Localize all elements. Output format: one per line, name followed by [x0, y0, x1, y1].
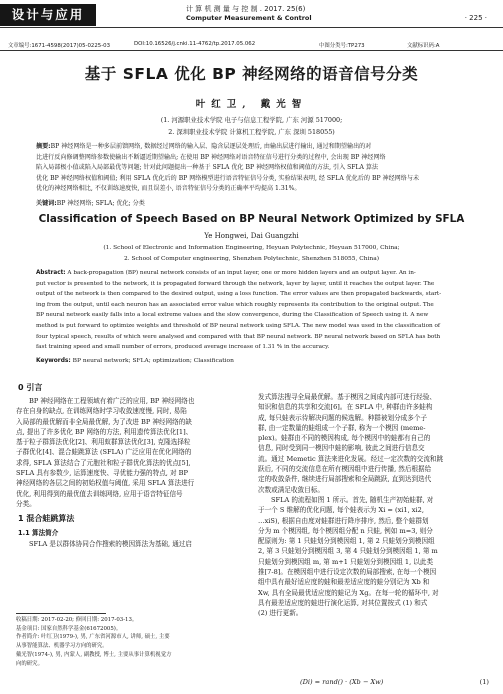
body-line: 组中具有最好适应度的蛙和最差适应度的蛙分别记为 Xb 和 [258, 578, 430, 587]
subsection-heading-intro: 1.1 算法简介 [18, 529, 59, 537]
affiliation-cn-2: 2. 深圳职业技术学院 计算机工程学院, 广东 深圳 518055) [168, 128, 335, 136]
body-line: 跃后, 不同的交流信息在所有模因组中进行传播, 然后根据给 [258, 465, 432, 474]
body-line: 存在自身的缺点, 在训练网络时学习收敛速度慢, 同时, 易陷 [16, 407, 187, 416]
section-heading-intro: 0 引言 [18, 383, 43, 392]
footnote-rule [16, 613, 106, 614]
authors-cn: 叶红卫, 戴光智 [195, 99, 308, 110]
body-line: 知识和信息的共享和交流[6]。在 SFLA 中, 种群由许多蛙构 [258, 403, 433, 412]
body-line: 发式算法搜寻全局最优解。基于模因之间成内部可进行经验、 [258, 393, 437, 401]
abstract-cn-label: 摘要: [36, 143, 51, 150]
abstract-en-line: put vector is presented to the network, it is propagated forward through the network, layer by layer, until it reaches the output layer. The [36, 280, 435, 287]
body-line: SFLA 是以群体协同合作搜索的模因算法为基础, 通过启 [29, 540, 192, 548]
abstract-cn-line: 优化的神经网络相比, 不仅训练速度快, 而且误差小, 语音特征信号分类的正确率平均提高 1.31%。 [36, 185, 301, 193]
page-number: · 225 · [464, 14, 487, 22]
doc-code: 文献标识码:A [407, 43, 440, 49]
body-line: 具有最差适应度的蛙进行演化运算, 对其位置按式 (1) 和式 [258, 598, 428, 607]
journal-section-tag: 设计与应用 [0, 4, 96, 26]
meta-rule [0, 50, 503, 51]
body-line: 定的收敛条件, 继续进行局部搜索和全局跳跃, 直到达到迭代 [258, 475, 432, 484]
body-line: 流。通过 Memetic 算法来进化发展。经过一定次数的交流和跳 [258, 454, 444, 463]
body-line: 子群优化[4]、混合蛙跳算法 (SFLA) 广泛应用在优化网络的 [16, 448, 192, 457]
equation-1: (Di) = rand() · (Xb − Xw) [300, 678, 384, 686]
keywords-cn-text: BP 神经网络; SFLA; 优化; 分类 [56, 200, 145, 207]
abstract-en-line: fast training speed and small number of errors, produced average increase of 1.31 % in the accuracy. [36, 344, 330, 351]
abstract-cn-line: 优化 BP 神经网络权值和阈值; 利用 SFLA 优化后的 BP 网络模型进行语音特征信号分类, 实验结果表明, 经 SFLA 优化后的 BP 神经网络与未 [36, 174, 420, 182]
paper-title-cn: 基于 SFLA 优化 BP 神经网络的语音信号分类 [84, 65, 419, 83]
body-line: 群, 由一定数量的蛙组成一个子群, 称为一个模因 (meme- [258, 423, 426, 432]
abstract-cn-line: 陷入局部极小值或陷入局部最优等问题; 针对此问题提出一种基于 SFLA 优化 BP 神经网络权值和阈值的方法, 引入 SFLA 算法 [36, 164, 379, 172]
body-line: 只蛙划分到模因组 m, 第 m+1 只蛙划分到模因组 1, 以此类 [258, 557, 434, 566]
abstract-cn-line: 比进行反向修调整网络参数使输出不断逼近期望输出; 在使用 BP 神经网络对语音特征信号进行分类的过程中, 会出现 BP 神经网络 [36, 153, 386, 161]
body-line: plex)。蛙群由不同的模因构成, 每个模因中的蛙都有自己的 [258, 434, 431, 443]
abstract-en-line: four typical speech, results of which were analysed and compared with that BP neural network. BP neural network based on SFLA has both [36, 333, 441, 340]
body-line: 成, 每只蛙表示待解决问题的候选解。种群被划分成多个子 [258, 413, 428, 422]
body-line: 优化, 利用得到的最优值去训练网络, 应用于语音特征信号 [16, 489, 183, 498]
header-rule [0, 27, 503, 28]
footnote-line: 戴光智(1974-), 男, 内蒙人, 副教授, 博士, 主要从事计算机视觉方 [16, 651, 172, 658]
abstract-en-line: method is put forward to optimize weights and threshold of BP neural network using SFLA. The new model was used in the classification of [36, 322, 440, 329]
keywords-en-text: BP neural network; SFLA; optimization; Classification [72, 358, 234, 364]
abstract-en [36, 268, 476, 353]
equation-number-1: (1) [479, 678, 489, 686]
section-heading-sfla: 1 混合蛙跳算法 [18, 514, 75, 523]
journal-name-en: Computer Measurement & Control [186, 14, 312, 22]
sfla-intro-body [16, 539, 246, 549]
body-line: SFLA 具有参数少, 运算速度快、寻优能力强的特点, 对 BP [16, 469, 188, 478]
abstract-en-label: Abstract: [36, 270, 66, 276]
authors-en: Ye Hongwei, Dai Guangzhi [204, 232, 299, 240]
body-line: 神经网络的各层之间的初始权值与阈值, 采用 SFLA 算法进行 [16, 479, 195, 488]
body-line: Xw, 具有全局最优适应度的蛙记为 Xg。在每一轮的循环中, 对 [258, 588, 439, 597]
footnote-line: 向的研究。 [16, 660, 43, 667]
body-line: 入局部的最优解而非全局最优解, 为了改进 BP 神经网络的缺 [16, 417, 192, 426]
body-line: 基于粒子群算法优化[2]、利用蚁群算法优化[3], 克隆选择粒 [16, 438, 191, 447]
footnote-line: 从事智能算法、机器学习方向的研究。 [16, 643, 108, 650]
body-line: 分为 m 个模因组, 每个模因组分配 n 只蛙, 例如 m=3, 则分 [258, 526, 433, 535]
body-line: 推[7-8]。在模因组中进行设定次数的局部搜索, 在每一个模因 [258, 568, 437, 577]
body-line: 2, 第 3 只蛙划分到模因组 3, 第 4 只蛙划分到模因组 1, 第 m [258, 547, 438, 556]
article-number: 文章编号:1671-4598(2017)05-0225-03 [8, 43, 111, 49]
paper-title-en: Classification of Speech Based on BP Neural Network Optimized by SFLA [38, 213, 465, 225]
footnote-line: 作者简介: 叶红卫(1979-), 男, 广东省河源市人, 讲师, 硕士, 主要 [16, 634, 170, 641]
affiliation-en-1: (1. School of Electronic and Information Engineering, Heyuan Polytechnic, Heyuan 517000, China; [103, 245, 400, 251]
body-line: 次数或满足收敛目标。 [258, 485, 324, 494]
body-line: SFLA 的流程如图 1 所示。首先, 随机生产初始蛙群, 对 [271, 495, 434, 504]
keywords-cn-label: 关键词: [36, 200, 57, 207]
affiliation-cn-1: (1. 河源职业技术学院 电子与信息工程学院, 广东 河源 517000; [160, 116, 343, 124]
footnotes [16, 616, 246, 668]
keywords-cn [36, 198, 476, 207]
body-line: 点, 提出了许多优化 BP 网络的方法, 利用遗传算法优化[1]、 [16, 427, 193, 436]
abstract-en-line: Abstract: A back-propagation (BP) neural network consists of an input layer, one or more hidden layers and an output layer. An in- [36, 270, 416, 276]
body-line: …xiS), 根据自由度对蛙群进行降序排序, 然后, 整个蛙群划 [258, 516, 429, 525]
body-line: (2) 进行更新。 [258, 609, 303, 618]
abstract-cn-line: 摘要:BP 神经网络是一种多层前馈网络, 数据经过网络的输入层、隐含层逐层处理后, 由输出层进行输出, 通过和期望输出的对 [36, 143, 372, 150]
body-line: 分类。 [16, 499, 36, 508]
intro-body [16, 396, 246, 509]
clc-number: 中图分类号:TP273 [319, 43, 365, 49]
body-line: 信息, 同时受到同一模因中蛙的影响, 彼此之间进行信息交 [258, 444, 425, 453]
journal-name: 计 算 机 测 量 与 控 制 . 2017. 25(6) [186, 5, 306, 13]
abstract-en-line: BP neural network easily falls into a local extreme values and the slow convergence, during the Classification of Speech using it. A new [36, 312, 429, 319]
keywords-en-label: Keywords: [36, 358, 71, 364]
keywords-en [36, 358, 476, 364]
doi: DOI:10.16526/j.cnki.11-4762/tp.2017.05.062 [134, 41, 256, 47]
affiliation-en-2: 2. School of Computer engineering, Shenzhen Polytechnic, Shenzhen 518055, China) [123, 256, 379, 262]
right-column-body [258, 392, 490, 619]
footnote-line: 基金项目: 国家自然科学基金(61672005)。 [16, 625, 122, 632]
abstract-en-line: output of the network is then compared to the desired output, using a loss function. The error values are then propagated backwards, start- [36, 291, 442, 298]
body-line: 于一个 S 维解的优化问题, 每个蛙表示为 Xi = (xi1, xi2, [258, 506, 424, 515]
body-line: BP 神经网络在工程领域有着广泛的应用, BP 神经网络也 [29, 397, 195, 405]
abstract-cn [36, 142, 476, 195]
abstract-en-line: ing from the output, until each neuron has an associated error value which roughly represents its contribution to the original output. The [36, 301, 434, 308]
body-line: 求得, SFLA 算法结合了元胞社和粒子群优化算法的优点[5], [16, 458, 191, 467]
body-line: 配原则为: 第 1 只蛙划分到模因组 1, 第 2 只蛙划分到模因组 [258, 537, 435, 546]
footnote-line: 收稿日期: 2017-02-20; 修回日期: 2017-03-13。 [16, 617, 138, 623]
